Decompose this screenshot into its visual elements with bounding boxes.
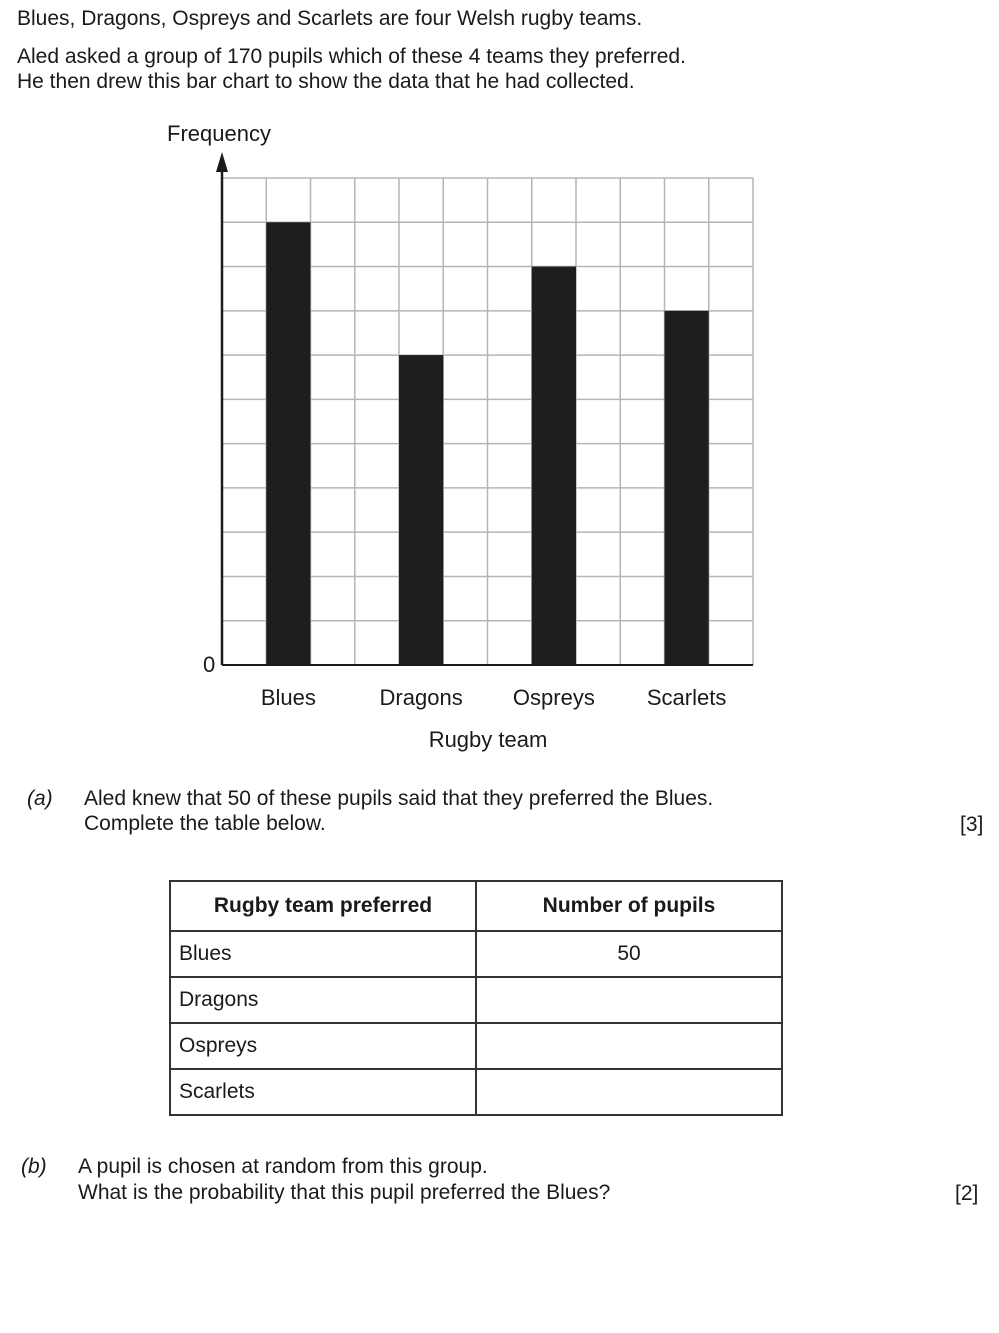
part-b-label: (b) [21, 1155, 47, 1178]
pupils-answer-cell[interactable] [476, 977, 782, 1023]
team-cell: Scarlets [170, 1069, 476, 1115]
y-tick-label-zero: 0 [203, 652, 216, 677]
y-axis-arrow-icon [216, 152, 228, 172]
bar-dragons [399, 355, 443, 665]
pupils-answer-cell[interactable] [476, 1023, 782, 1069]
part-b-line-1: A pupil is chosen at random from this group. [78, 1155, 488, 1178]
part-a-line-2: Complete the table below. [84, 812, 326, 835]
answer-table [169, 880, 783, 1116]
x-axis-label: Rugby team [428, 727, 548, 752]
bar-blues [266, 222, 310, 665]
x-tick-label: Dragons [379, 685, 463, 710]
header-team: Rugby team preferred [170, 881, 476, 931]
team-cell: Dragons [170, 977, 476, 1023]
table-row [170, 1023, 782, 1069]
part-a-line-1: Aled knew that 50 of these pupils said that they preferred the Blues. [84, 787, 714, 810]
intro-line-3: He then drew this bar chart to show the data that he had collected. [17, 70, 635, 93]
pupils-cell: 50 [476, 931, 782, 977]
bar-scarlets [665, 311, 709, 665]
x-tick-label: Blues [260, 685, 316, 710]
table-row [170, 931, 782, 977]
table-header-row [170, 881, 782, 931]
pupils-answer-cell[interactable] [476, 1069, 782, 1115]
table-row [170, 977, 782, 1023]
team-cell: Blues [170, 931, 476, 977]
x-tick-label: Scarlets [646, 685, 727, 710]
team-cell: Ospreys [170, 1023, 476, 1069]
x-tick-label: Ospreys [512, 685, 595, 710]
part-b-marks: [2] [955, 1182, 979, 1205]
part-a-marks: [3] [960, 813, 984, 836]
intro-line-2: Aled asked a group of 170 pupils which of these 4 teams they preferred. [17, 45, 686, 68]
table-row [170, 1069, 782, 1115]
intro-line-1: Blues, Dragons, Ospreys and Scarlets are four Welsh rugby teams. [17, 7, 643, 30]
part-a-label: (a) [27, 787, 53, 810]
header-pupils: Number of pupils [476, 881, 782, 931]
y-axis-label: Frequency [167, 121, 271, 146]
bar-ospreys [532, 267, 576, 665]
part-b-line-2: What is the probability that this pupil preferred the Blues? [78, 1181, 611, 1204]
